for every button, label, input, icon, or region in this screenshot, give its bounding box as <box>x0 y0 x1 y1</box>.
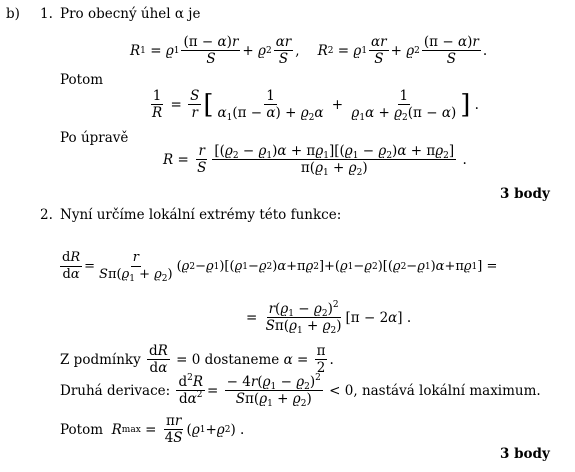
item-2-intro: Nyní určíme lokální extrémy této funkce: <box>60 207 342 223</box>
part-label: b) <box>6 6 20 22</box>
equation-derivative-1: $\frac{dR}{d\alpha}$ = $\frac{r}{S\pi(ϱ_1 + ϱ_2)}$ ( ϱ 2 − ϱ 1 )[( ϱ 1 − ϱ 2 ) α +π ϱ 2 ]+( ϱ 1 − ϱ 2 )[( ϱ 2 − ϱ 1 ) α +π ϱ 1 ] = <box>62 250 498 284</box>
item-1-number: 1. <box>40 6 53 22</box>
second-suffix: , nastává lokální maximum. <box>353 382 541 399</box>
item-2-potom: Potom <box>60 421 104 438</box>
item-1-potom: Potom <box>60 72 104 88</box>
condition-line: Z podmínky $\frac{dR}{d\alpha}$ = 0 dostaneme α = $\frac{\pi}{2}$ . <box>60 343 334 376</box>
item-1-po-uprave: Po úpravě <box>60 130 129 146</box>
item-2-number: 2. <box>40 207 53 223</box>
condition-prefix: Z podmínky <box>60 351 141 368</box>
condition-mid: dostaneme <box>204 351 280 368</box>
item-2-points: 3 body <box>500 446 550 462</box>
second-prefix: Druhá derivace: <box>60 382 171 399</box>
equation-r: R = $\frac{r}{S}$ $\frac{[(ϱ_2 - ϱ_1)\alpha + \pi ϱ_1][(ϱ_1 - ϱ_2)\alpha + \pi ϱ_2]}{\pi(ϱ_1 + ϱ_2)}$ . <box>163 143 467 178</box>
second-derivative-line: Druhá derivace: $\frac{d^2R}{d\alpha^2}$ = $\frac{- 4r(ϱ_1 - ϱ_2)^2}{S\pi(ϱ_1 + ϱ_2)}$ < 0 , nastává lokální maximum. <box>60 373 541 409</box>
rmax-line: Potom R max = $\frac{\pi r}{4S}$ ( ϱ 1 + ϱ 2 ) . <box>60 413 245 446</box>
equation-r1-r2: R 1 = ϱ 1 $\frac{(\pi - \alpha)r}{S}$ + ϱ 2 $\frac{\alpha r}{S}$ , R 2 = ϱ 1 $\frac{\alpha r}{S}$ + ϱ 2 $\frac{(\pi - \alpha)r}{S}$ . <box>130 34 488 67</box>
item-1-points: 3 body <box>500 186 550 202</box>
equation-derivative-2: = $\frac{r(ϱ_1 - ϱ_2)^2}{S\pi(ϱ_1 + ϱ_2)}$ [π − 2 α ] . <box>246 300 412 336</box>
item-1-intro: Pro obecný úhel α je <box>60 6 201 22</box>
equation-1-over-r: $\frac{1}{R}$ = $\frac{S}{r}$ [ $\frac{1}{\alpha_1(\pi - \alpha) + ϱ_2\alpha}$ + $\frac{1}{ϱ_1\alpha + ϱ_2(\pi - \alpha)}$ ] . <box>152 88 479 123</box>
